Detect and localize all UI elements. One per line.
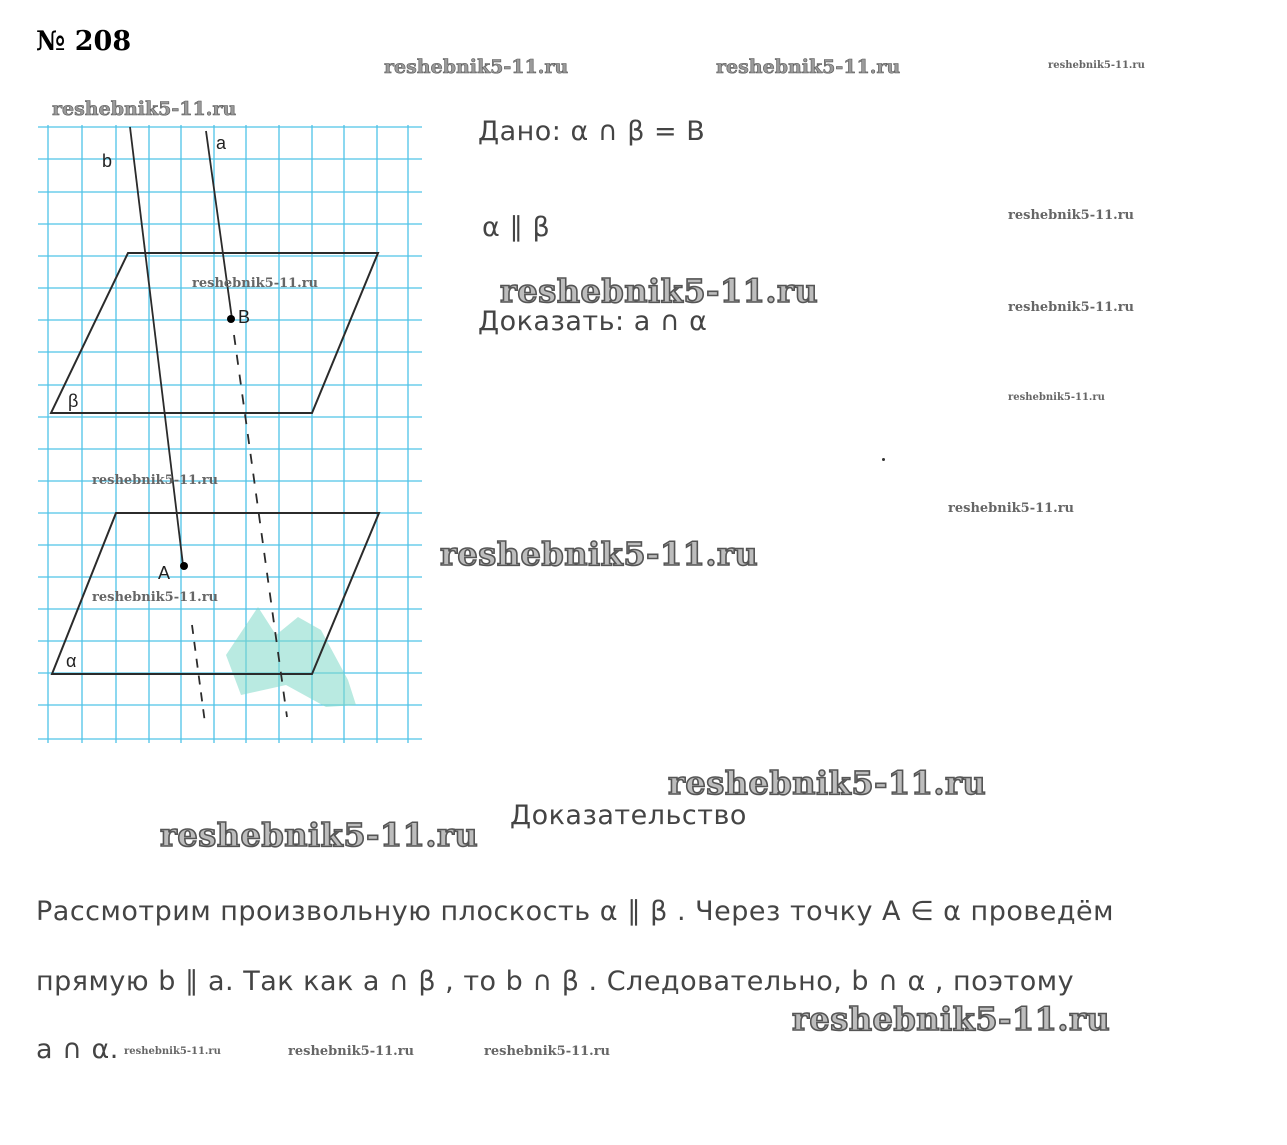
geometry-figure <box>36 95 436 755</box>
given-line-1: Дано: α ∩ β = B <box>478 116 706 147</box>
problem-number: № 208 <box>36 26 132 57</box>
point-b <box>227 315 235 323</box>
watermark: reshebnik5-11.ru <box>792 1000 1111 1038</box>
watermark: reshebnik5-11.ru <box>192 276 319 291</box>
stray-dot <box>882 458 885 461</box>
watermark: reshebnik5-11.ru <box>716 56 901 78</box>
line-b <box>130 127 183 565</box>
watermark: reshebnik5-11.ru <box>1008 392 1105 403</box>
watermark: reshebnik5-11.ru <box>1008 208 1135 223</box>
given-line-2: α ∥ β <box>482 212 551 243</box>
label-point-a: A <box>158 563 171 583</box>
label-line-a: a <box>216 133 227 153</box>
watermark: reshebnik5-11.ru <box>52 98 237 120</box>
point-a <box>180 562 188 570</box>
proof-line-3: a ∩ α. <box>36 1034 119 1065</box>
proof-line-1: Рассмотрим произвольную плоскость α ∥ β . Через точку A ∈ α проведём <box>36 896 1115 927</box>
label-line-b: b <box>102 151 113 171</box>
watermark: reshebnik5-11.ru <box>1048 60 1145 71</box>
proof-line-2: прямую b ∥ a. Так как a ∩ β , то b ∩ β . Следовательно, b ∩ α , поэтому <box>36 966 1075 997</box>
watermark: reshebnik5-11.ru <box>92 590 219 605</box>
watermark: reshebnik5-11.ru <box>1008 300 1135 315</box>
prove-statement: Доказать: a ∩ α <box>478 306 708 337</box>
label-plane-alpha: α <box>66 651 77 671</box>
label-point-b: B <box>238 307 251 327</box>
proof-heading: Доказательство <box>510 800 747 831</box>
watermark: reshebnik5-11.ru <box>92 473 219 488</box>
watermark: reshebnik5-11.ru <box>440 535 759 573</box>
watermark: reshebnik5-11.ru <box>160 816 479 854</box>
watermark: reshebnik5-11.ru <box>948 501 1075 516</box>
watermark: reshebnik5-11.ru <box>124 1046 221 1057</box>
watermark: reshebnik5-11.ru <box>500 272 819 310</box>
watermark: reshebnik5-11.ru <box>484 1044 611 1059</box>
label-plane-beta: β <box>68 391 79 411</box>
watermark: reshebnik5-11.ru <box>668 764 987 802</box>
watermark: reshebnik5-11.ru <box>288 1044 415 1059</box>
watermark: reshebnik5-11.ru <box>384 56 569 78</box>
